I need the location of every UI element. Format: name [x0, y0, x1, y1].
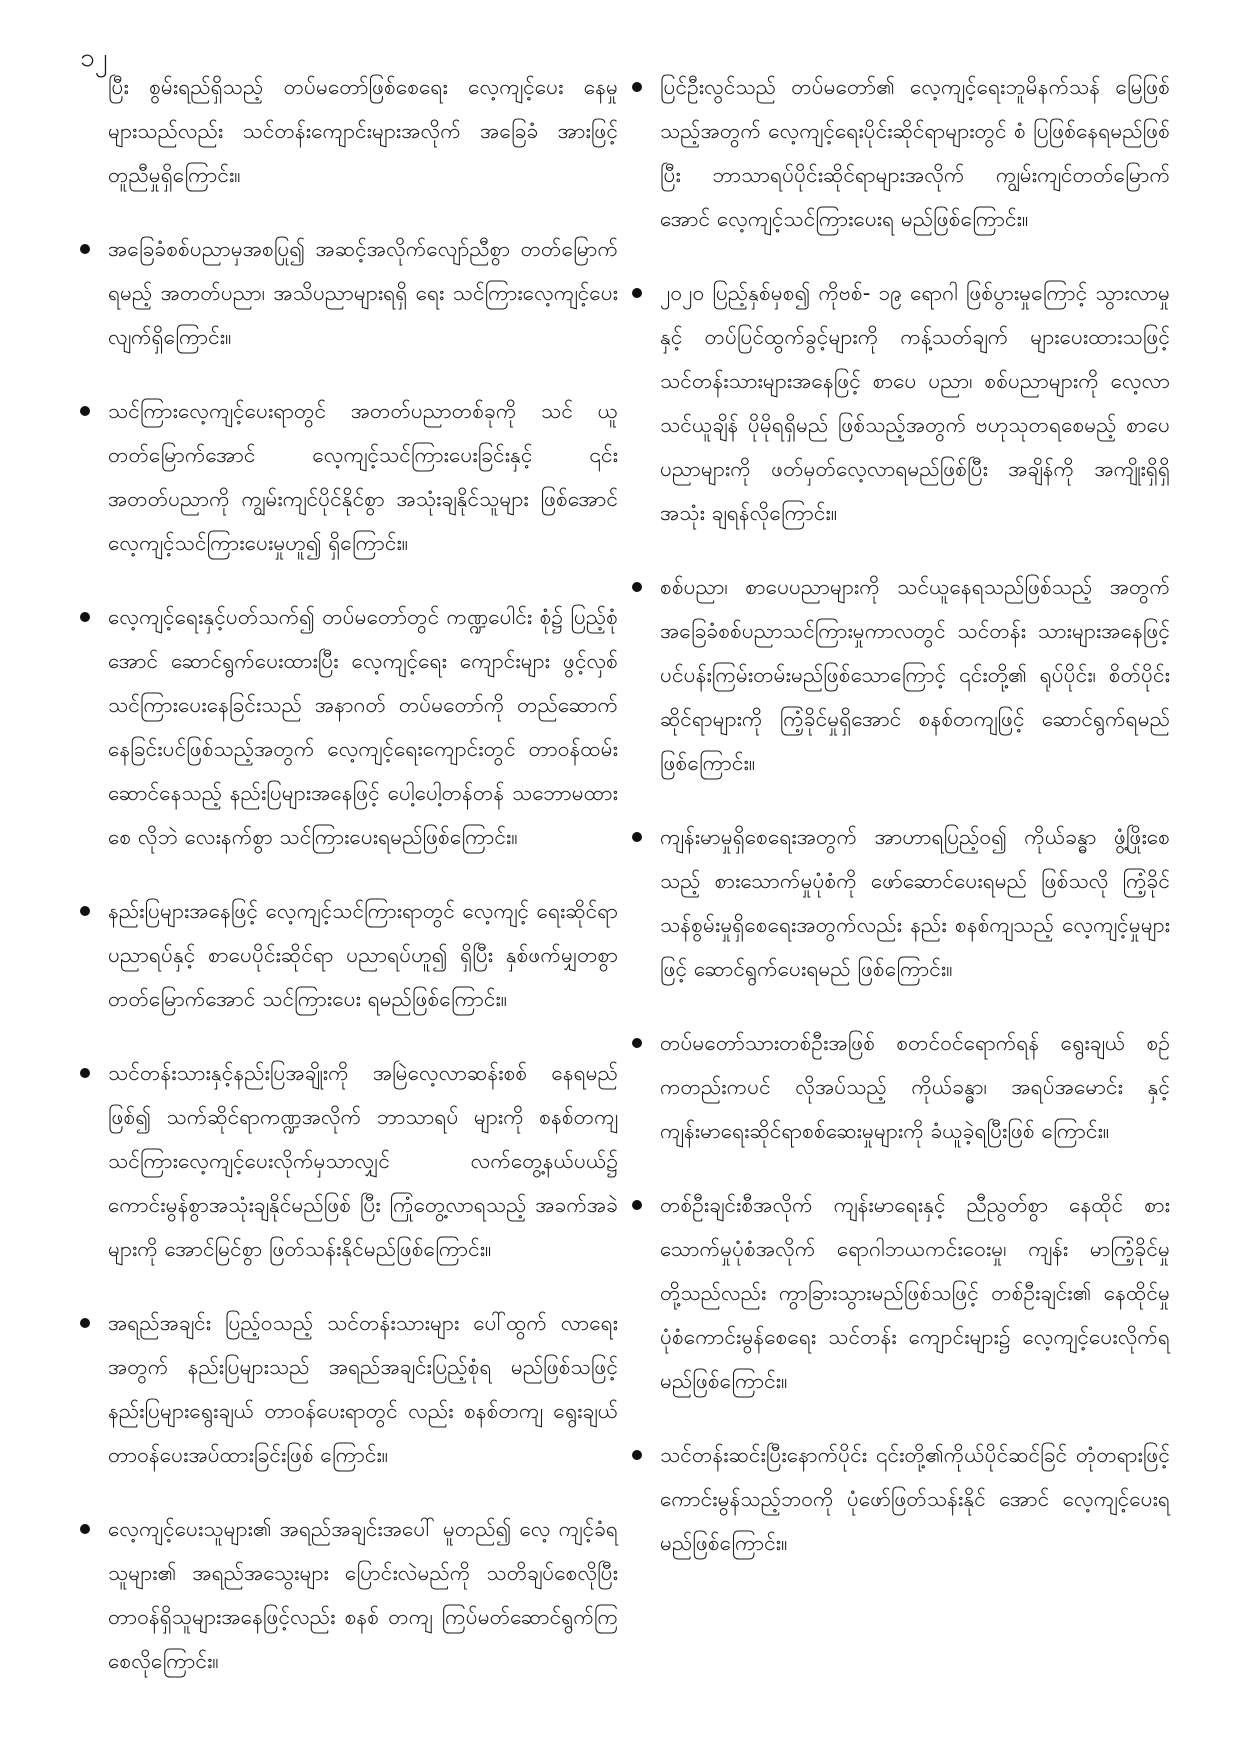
right-bullet-list [630, 65, 1170, 1565]
bullet-dot-icon [632, 82, 642, 92]
bullet-text: တစ်ဦးချင်းစီအလိုက် ကျန်းမာရေးနှင့် ညီညွတ်စွာ နေထိုင် စားသောက်မှုပုံစံအလိုက် ရောဂါဘယကင်းဝေးမှု၊ ကျန်း မာကြံ့ခိုင်မှုတို့သည်လည်း ကွာခြားသွားမည်ဖြစ်သဖြင့် တစ်ဦးချင်း၏ နေထိုင်မှုပုံစံကောင်းမွန်စေရေး သင်တန်း ကျောင်းများ၌ လေ့ကျင့်ပေးလိုက်ရမည်ဖြစ်ကြောင်း။ [660, 1193, 1170, 1393]
bullet-item [630, 1021, 1170, 1153]
bullet-dot-icon [632, 1038, 642, 1048]
bullet-dot-icon [80, 244, 90, 254]
bullet-dot-icon [632, 582, 642, 592]
bullet-text: ပြင်ဦးလွင်သည် တပ်မတော်၏ လေ့ကျင့်ရေးဘူမိနက်သန် မြေဖြစ်သည့်အတွက် လေ့ကျင့်ရေးပိုင်းဆိုင်ရာများတွင် စံ ပြဖြစ်နေရမည်ဖြစ်ပြီး ဘာသာရပ်ပိုင်းဆိုင်ရာများအလိုက် ကျွမ်းကျင်တတ်မြောက်အောင် လေ့ကျင့်သင်ကြားပေးရ မည်ဖြစ်ကြောင်း။ [660, 75, 1170, 231]
bullet-text: အခြေခံစစ်ပညာမှအစပြု၍ အဆင့်အလိုက်လျော်ညီစွာ တတ်မြောက်ရမည့် အတတ်ပညာ၊ အသိပညာများရရှိ ရေး သင်ကြားလေ့ကျင့်ပေးလျက်ရှိကြောင်း။ [108, 237, 618, 349]
bullet-item [630, 1183, 1170, 1403]
bullet-text: လေ့ကျင့်ပေးသူများ၏ အရည်အချင်းအပေါ် မူတည်၍ လေ့ ကျင့်ခံရသူများ၏ အရည်အသွေးများ ပြောင်းလဲမည်ကို သတိချပ်စေလိုပြီး တာဝန်ရှိသူများအနေဖြင့်လည်း စနစ် တကျ ကြပ်မတ်ဆောင်ရွက်ကြစေလိုကြောင်း။ [108, 1517, 618, 1673]
bullet-text: သင်ကြားလေ့ကျင့်ပေးရာတွင် အတတ်ပညာတစ်ခုကို သင် ယူတတ်မြောက်အောင် လေ့ကျင့်သင်ကြားပေးခြင်းနှင့် ၎င်း အတတ်ပညာကို ကျွမ်းကျင်ပိုင်နိုင်စွာ အသုံးချနိုင်သူများ ဖြစ်အောင်လေ့ကျင့်သင်ကြားပေးမှုဟူ၍ ရှိကြောင်း။ [108, 399, 618, 555]
bullet-item [78, 389, 618, 565]
bullet-dot-icon [632, 832, 642, 842]
bullet-item [630, 1433, 1170, 1565]
bullet-dot-icon [80, 1524, 90, 1534]
bullet-item [78, 889, 618, 1021]
bullet-dot-icon [80, 906, 90, 916]
left-bullet-list [78, 227, 618, 1683]
bullet-dot-icon [80, 1318, 90, 1328]
bullet-text: နည်းပြများအနေဖြင့် လေ့ကျင့်သင်ကြားရာတွင် လေ့ကျင့် ရေးဆိုင်ရာပညာရပ်နှင့် စာပေပိုင်းဆိုင်ရာ ပညာရပ်ဟူ၍ ရှိပြီး နှစ်ဖက်မျှတစွာ တတ်မြောက်အောင် သင်ကြားပေး ရမည်ဖြစ်ကြောင်း။ [108, 899, 618, 1011]
bullet-item [630, 65, 1170, 241]
bullet-text: အရည်အချင်း ပြည့်ဝသည့် သင်တန်းသားများ ပေါ်ထွက် လာရေးအတွက် နည်းပြများသည် အရည်အချင်းပြည့်စုံရ မည်ဖြစ်သဖြင့် နည်းပြများရွေးချယ် တာဝန်ပေးရာတွင် လည်း စနစ်တကျ ရွေးချယ်တာဝန်ပေးအပ်ထားခြင်းဖြစ် ကြောင်း။ [108, 1311, 618, 1467]
bullet-item [78, 1301, 618, 1477]
bullet-dot-icon [632, 288, 642, 298]
bullet-text: သင်တန်းဆင်းပြီးနောက်ပိုင်း ၎င်းတို့၏ကိုယ်ပိုင်ဆင်ခြင် တုံတရားဖြင့် ကောင်းမွန်သည့်ဘဝကို ပုံဖော်ဖြတ်သန်းနိုင် အောင် လေ့ကျင့်ပေးရမည်ဖြစ်ကြောင်း။ [660, 1443, 1170, 1555]
bullet-dot-icon [80, 406, 90, 416]
bullet-item [78, 1051, 618, 1271]
bullet-item [78, 595, 618, 859]
bullet-text: ကျန်းမာမှုရှိစေရေးအတွက် အာဟာရပြည့်ဝ၍ ကိုယ်ခန္ဓာ ဖွံ့ဖြိုးစေသည့် စားသောက်မှုပုံစံကို ဖော်ဆောင်ပေးရမည် ဖြစ်သလို ကြံ့ခိုင်သန်စွမ်းမှုရှိစေရေးအတွက်လည်း နည်း စနစ်ကျသည့် လေ့ကျင့်မှုများဖြင့် ဆောင်ရွက်ပေးရမည် ဖြစ်ကြောင်း။ [660, 825, 1170, 981]
bullet-dot-icon [80, 612, 90, 622]
right-column [630, 65, 1170, 1595]
bullet-dot-icon [80, 1068, 90, 1078]
bullet-text: သင်တန်းသားနှင့်နည်းပြအချိုးကို အမြဲလေ့လာဆန်းစစ် နေရမည်ဖြစ်၍ သက်ဆိုင်ရာကဏ္ဍအလိုက် ဘာသာရပ် များကို စနစ်တကျသင်ကြားလေ့ကျင့်ပေးလိုက်မှသာလျှင် လက်တွေ့နယ်ပယ်၌ ကောင်းမွန်စွာအသုံးချနိုင်မည်ဖြစ် ပြီး ကြုံတွေ့လာရသည့် အခက်အခဲများကို အောင်မြင်စွာ ဖြတ်သန်းနိုင်မည်ဖြစ်ကြောင်း။ [108, 1061, 618, 1261]
continued-paragraph: ပြီး စွမ်းရည်ရှိသည့် တပ်မတော်ဖြစ်စေရေး လေ့ကျင့်ပေး နေမှုများသည်လည်း သင်တန်းကျောင်းများအလိုက် အခြေခံ အားဖြင့် တူညီမှုရှိကြောင်း။ [108, 75, 618, 187]
bullet-item [78, 1507, 618, 1683]
bullet-text: ၂၀၂၀ ပြည့်နှစ်မှစ၍ ကိုဗစ်- ၁၉ ရောဂါ ဖြစ်ပွားမှုကြောင့် သွားလာမှုနှင့် တပ်ပြင်ထွက်ခွင့်များကို ကန့်သတ်ချက် များပေးထားသဖြင့် သင်တန်းသားများအနေဖြင့် စာပေ ပညာ၊ စစ်ပညာများကို လေ့လာသင်ယူချိန် ပိုမိုရရှိမည် ဖြစ်သည့်အတွက် ဗဟုသုတရစေမည့် စာပေပညာများကို ဖတ်မှတ်လေ့လာရမည်ဖြစ်ပြီး အချိန်ကို အကျိုးရှိရှိ အသုံး ချရန်လိုကြောင်း။ [660, 281, 1170, 525]
bullet-item [78, 227, 618, 359]
page-number: ၁၂ [80, 43, 108, 73]
bullet-dot-icon [632, 1200, 642, 1210]
left-column [78, 65, 618, 1713]
bullet-item [630, 815, 1170, 991]
bullet-dot-icon [632, 1450, 642, 1460]
bullet-text: စစ်ပညာ၊ စာပေပညာများကို သင်ယူနေရသည်ဖြစ်သည့် အတွက် အခြေခံစစ်ပညာသင်ကြားမှုကာလတွင် သင်တန်း သားများအနေဖြင့် ပင်ပန်းကြမ်းတမ်းမည်ဖြစ်သောကြောင့် ၎င်းတို့၏ ရုပ်ပိုင်း၊ စိတ်ပိုင်းဆိုင်ရာများကို ကြံ့ခိုင်မှုရှိအောင် စနစ်တကျဖြင့် ဆောင်ရွက်ရမည်ဖြစ်ကြောင်း။ [660, 575, 1170, 775]
bullet-text: တပ်မတော်သားတစ်ဦးအဖြစ် စတင်ဝင်ရောက်ရန် ရွေးချယ် စဉ်ကတည်းကပင် လိုအပ်သည့် ကိုယ်ခန္ဓာ၊ အရပ်အမောင်း နှင့် ကျန်းမာရေးဆိုင်ရာစစ်ဆေးမှုများကို ခံယူခဲ့ရပြီးဖြစ် ကြောင်း။ [660, 1031, 1170, 1143]
bullet-item [630, 271, 1170, 535]
bullet-item [630, 565, 1170, 785]
bullet-text: လေ့ကျင့်ရေးနှင့်ပတ်သက်၍ တပ်မတော်တွင် ကဏ္ဍပေါင်း စုံ၌ ပြည့်စုံအောင် ဆောင်ရွက်ပေးထားပြီး လေ့ကျင့်ရေး ကျောင်းများ ဖွင့်လှစ်သင်ကြားပေးနေခြင်းသည် အနာဂတ် တပ်မတော်ကို တည်ဆောက်နေခြင်းပင်ဖြစ်သည့်အတွက် လေ့ကျင့်ရေးကျောင်းတွင် တာဝန်ထမ်းဆောင်နေသည့် နည်းပြများအနေဖြင့် ပေါ့ပေါ့တန်တန် သဘောမထားစေ လိုဘဲ လေးနက်စွာ သင်ကြားပေးရမည်ဖြစ်ကြောင်း။ [108, 605, 618, 849]
